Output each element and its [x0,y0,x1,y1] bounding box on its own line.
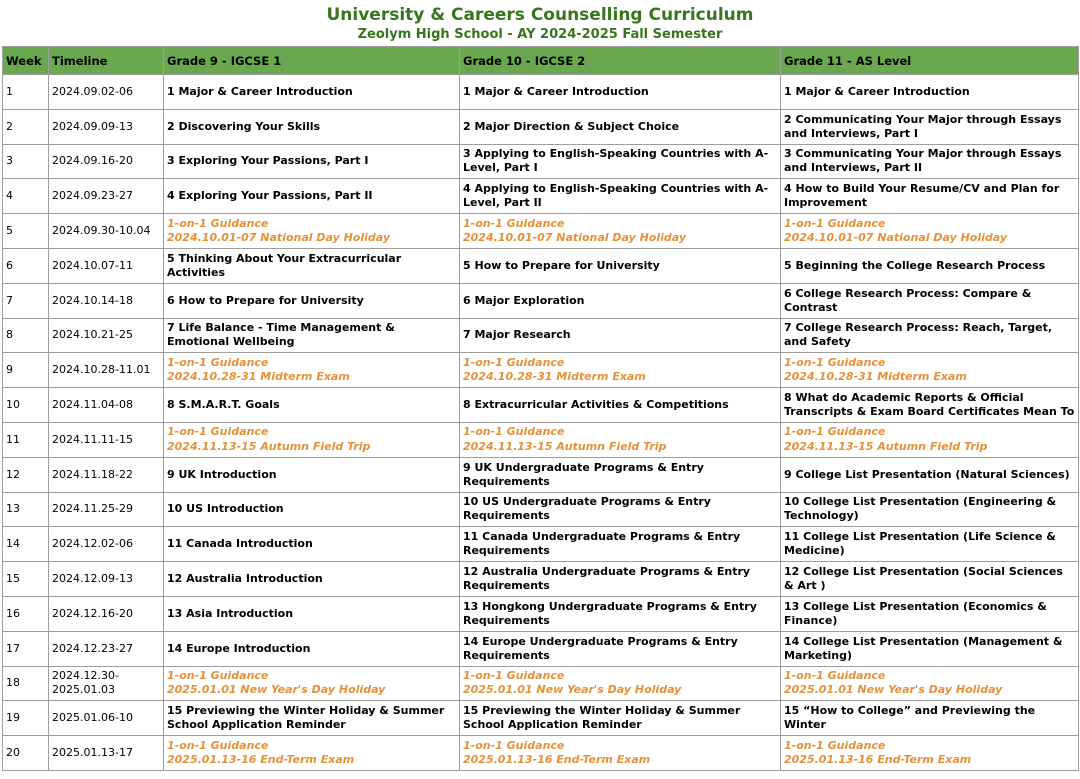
guidance-label: 1-on-1 Guidance [167,216,269,230]
grade-9-cell [164,736,460,771]
table-row [3,75,1079,110]
table-body [3,75,1079,771]
week-cell: 16 [3,596,49,631]
guidance-label: 1-on-1 Guidance [463,668,565,682]
week-cell: 20 [3,736,49,771]
week-cell: 2 [3,109,49,144]
grade-9-topic-cell: 14 Europe Introduction [164,631,460,666]
event-label: 2024.10.01-07 National Day Holiday [463,231,687,245]
grade-9-topic-cell: 2 Discovering Your Skills [164,109,460,144]
event-label: 2025.01.13-16 End-Term Exam [167,753,355,767]
grade-10-topic-cell: 1 Major & Career Introduction [460,75,781,110]
grade-10-topic-cell: 13 Hongkong Undergraduate Programs & Entry Requirements [460,596,781,631]
table-row [3,388,1079,423]
grade-11-topic-cell: 12 College List Presentation (Social Sciences & Art ) [781,562,1079,597]
grade-9-topic-cell: 10 US Introduction [164,492,460,527]
timeline-cell: 2025.01.13-17 [49,736,164,771]
timeline-cell: 2024.10.07-11 [49,248,164,283]
grade-9-topic-cell: 7 Life Balance - Time Management & Emotional Wellbeing [164,318,460,353]
grade-10-cell [460,353,781,388]
grade-10-cell [460,214,781,249]
timeline-cell: 2024.10.21-25 [49,318,164,353]
grade-10-topic-cell: 14 Europe Undergraduate Programs & Entry Requirements [460,631,781,666]
week-cell: 8 [3,318,49,353]
guidance-label: 1-on-1 Guidance [167,355,269,369]
grade-9-cell [164,666,460,701]
timeline-cell: 2024.12.16-20 [49,596,164,631]
guidance-label: 1-on-1 Guidance [463,425,565,439]
table-row [3,214,1079,249]
table-row [3,144,1079,179]
grade-11-cell [781,214,1079,249]
grade-9-topic-cell: 6 How to Prepare for University [164,283,460,318]
grade-10-topic-cell: 9 UK Undergraduate Programs & Entry Requirements [460,457,781,492]
guidance-label: 1-on-1 Guidance [167,738,269,752]
table-row [3,562,1079,597]
table-row [3,353,1079,388]
week-cell: 18 [3,666,49,701]
table-row [3,283,1079,318]
grade-10-topic-cell: 5 How to Prepare for University [460,248,781,283]
timeline-cell: 2024.09.16-20 [49,144,164,179]
event-label: 2024.10.28-31 Midterm Exam [167,370,350,384]
guidance-label: 1-on-1 Guidance [784,425,886,439]
grade-10-cell [460,736,781,771]
guidance-label: 1-on-1 Guidance [784,355,886,369]
timeline-cell: 2024.11.25-29 [49,492,164,527]
guidance-label: 1-on-1 Guidance [463,216,565,230]
timeline-cell: 2024.12.09-13 [49,562,164,597]
event-label: 2024.10.28-31 Midterm Exam [463,370,646,384]
timeline-cell: 2024.09.09-13 [49,109,164,144]
event-label: 2024.11.13-15 Autumn Field Trip [167,439,371,453]
grade-9-topic-cell: 9 UK Introduction [164,457,460,492]
grade-11-topic-cell: 1 Major & Career Introduction [781,75,1079,110]
grade-11-cell [781,353,1079,388]
timeline-cell: 2024.11.18-22 [49,457,164,492]
grade-11-topic-cell: 8 What do Academic Reports & Official Transcripts & Exam Board Certificates Mean To [781,388,1079,423]
table-row [3,701,1079,736]
grade-11-topic-cell: 3 Communicating Your Major through Essays and Interviews, Part II [781,144,1079,179]
grade-9-topic-cell: 4 Exploring Your Passions, Part II [164,179,460,214]
column-header-grade-11: Grade 11 - AS Level [781,47,1079,75]
event-label: 2024.11.13-15 Autumn Field Trip [463,439,667,453]
timeline-cell: 2024.12.30-2025.01.03 [49,666,164,701]
week-cell: 14 [3,527,49,562]
table-row [3,596,1079,631]
week-cell: 10 [3,388,49,423]
timeline-cell: 2024.12.02-06 [49,527,164,562]
event-label: 2024.10.01-07 National Day Holiday [167,231,391,245]
grade-9-topic-cell: 11 Canada Introduction [164,527,460,562]
grade-10-topic-cell: 8 Extracurricular Activities & Competitions [460,388,781,423]
table-row [3,457,1079,492]
grade-10-topic-cell: 4 Applying to English-Speaking Countries with A-Level, Part II [460,179,781,214]
event-label: 2025.01.13-16 End-Term Exam [784,753,972,767]
table-row [3,736,1079,771]
event-label: 2024.10.28-31 Midterm Exam [784,370,967,384]
week-cell: 6 [3,248,49,283]
grade-9-topic-cell: 15 Previewing the Winter Holiday & Summer School Application Reminder [164,701,460,736]
grade-11-topic-cell: 4 How to Build Your Resume/CV and Plan for Improvement [781,179,1079,214]
event-label: 2025.01.13-16 End-Term Exam [463,753,651,767]
table-header-row [3,47,1079,75]
event-label: 2025.01.01 New Year's Day Holiday [167,683,386,697]
grade-10-topic-cell: 12 Australia Undergraduate Programs & Entry Requirements [460,562,781,597]
guidance-label: 1-on-1 Guidance [784,668,886,682]
grade-10-cell [460,422,781,457]
grade-10-topic-cell: 7 Major Research [460,318,781,353]
week-cell: 12 [3,457,49,492]
event-label: 2024.10.01-07 National Day Holiday [784,231,1008,245]
page-subtitle: Zeolym High School - AY 2024-2025 Fall Semester [357,27,723,42]
grade-9-cell [164,214,460,249]
grade-11-cell [781,422,1079,457]
timeline-cell: 2024.09.30-10.04 [49,214,164,249]
table-row [3,422,1079,457]
timeline-cell: 2024.12.23-27 [49,631,164,666]
grade-11-topic-cell: 14 College List Presentation (Management & Marketing) [781,631,1079,666]
grade-10-topic-cell: 2 Major Direction & Subject Choice [460,109,781,144]
grade-11-topic-cell: 9 College List Presentation (Natural Sciences) [781,457,1079,492]
week-cell: 4 [3,179,49,214]
week-cell: 7 [3,283,49,318]
column-header-week: Week [3,47,49,75]
grade-11-topic-cell: 2 Communicating Your Major through Essays and Interviews, Part I [781,109,1079,144]
grade-11-topic-cell: 10 College List Presentation (Engineering & Technology) [781,492,1079,527]
timeline-cell: 2024.10.14-18 [49,283,164,318]
event-label: 2024.11.13-15 Autumn Field Trip [784,439,988,453]
grade-10-topic-cell: 3 Applying to English-Speaking Countries with A-Level, Part I [460,144,781,179]
column-header-grade-10: Grade 10 - IGCSE 2 [460,47,781,75]
week-cell: 11 [3,422,49,457]
table-row [3,666,1079,701]
timeline-cell: 2024.09.02-06 [49,75,164,110]
grade-10-topic-cell: 6 Major Exploration [460,283,781,318]
table-row [3,248,1079,283]
table-row [3,318,1079,353]
grade-11-topic-cell: 5 Beginning the College Research Process [781,248,1079,283]
grade-9-topic-cell: 3 Exploring Your Passions, Part I [164,144,460,179]
grade-11-topic-cell: 7 College Research Process: Reach, Target, and Safety [781,318,1079,353]
grade-11-topic-cell: 6 College Research Process: Compare & Contrast [781,283,1079,318]
grade-10-topic-cell: 15 Previewing the Winter Holiday & Summer School Application Reminder [460,701,781,736]
guidance-label: 1-on-1 Guidance [784,216,886,230]
grade-9-cell [164,422,460,457]
timeline-cell: 2024.11.11-15 [49,422,164,457]
grade-11-topic-cell: 13 College List Presentation (Economics & Finance) [781,596,1079,631]
week-cell: 9 [3,353,49,388]
column-header-grade-9: Grade 9 - IGCSE 1 [164,47,460,75]
grade-11-cell [781,736,1079,771]
guidance-label: 1-on-1 Guidance [784,738,886,752]
week-cell: 15 [3,562,49,597]
grade-11-topic-cell: 11 College List Presentation (Life Science & Medicine) [781,527,1079,562]
grade-10-topic-cell: 10 US Undergraduate Programs & Entry Requirements [460,492,781,527]
event-label: 2025.01.01 New Year's Day Holiday [784,683,1003,697]
week-cell: 3 [3,144,49,179]
event-label: 2025.01.01 New Year's Day Holiday [463,683,682,697]
table-row [3,631,1079,666]
guidance-label: 1-on-1 Guidance [167,425,269,439]
guidance-label: 1-on-1 Guidance [167,668,269,682]
table-row [3,179,1079,214]
timeline-cell: 2025.01.06-10 [49,701,164,736]
grade-9-topic-cell: 8 S.M.A.R.T. Goals [164,388,460,423]
week-cell: 5 [3,214,49,249]
week-cell: 17 [3,631,49,666]
timeline-cell: 2024.09.23-27 [49,179,164,214]
week-cell: 1 [3,75,49,110]
guidance-label: 1-on-1 Guidance [463,738,565,752]
week-cell: 13 [3,492,49,527]
curriculum-table [2,46,1079,771]
grade-11-topic-cell: 15 “How to College” and Previewing the Winter [781,701,1079,736]
grade-9-topic-cell: 13 Asia Introduction [164,596,460,631]
grade-10-cell [460,666,781,701]
grade-9-topic-cell: 1 Major & Career Introduction [164,75,460,110]
grade-9-topic-cell: 5 Thinking About Your Extracurricular Activities [164,248,460,283]
timeline-cell: 2024.11.04-08 [49,388,164,423]
table-row [3,492,1079,527]
guidance-label: 1-on-1 Guidance [463,355,565,369]
week-cell: 19 [3,701,49,736]
timeline-cell: 2024.10.28-11.01 [49,353,164,388]
table-row [3,109,1079,144]
table-row [3,527,1079,562]
grade-11-cell [781,666,1079,701]
grade-9-topic-cell: 12 Australia Introduction [164,562,460,597]
page-header [0,0,1080,46]
column-header-timeline: Timeline [49,47,164,75]
grade-10-topic-cell: 11 Canada Undergraduate Programs & Entry Requirements [460,527,781,562]
page-title: University & Careers Counselling Curriculum [326,5,754,25]
grade-9-cell [164,353,460,388]
